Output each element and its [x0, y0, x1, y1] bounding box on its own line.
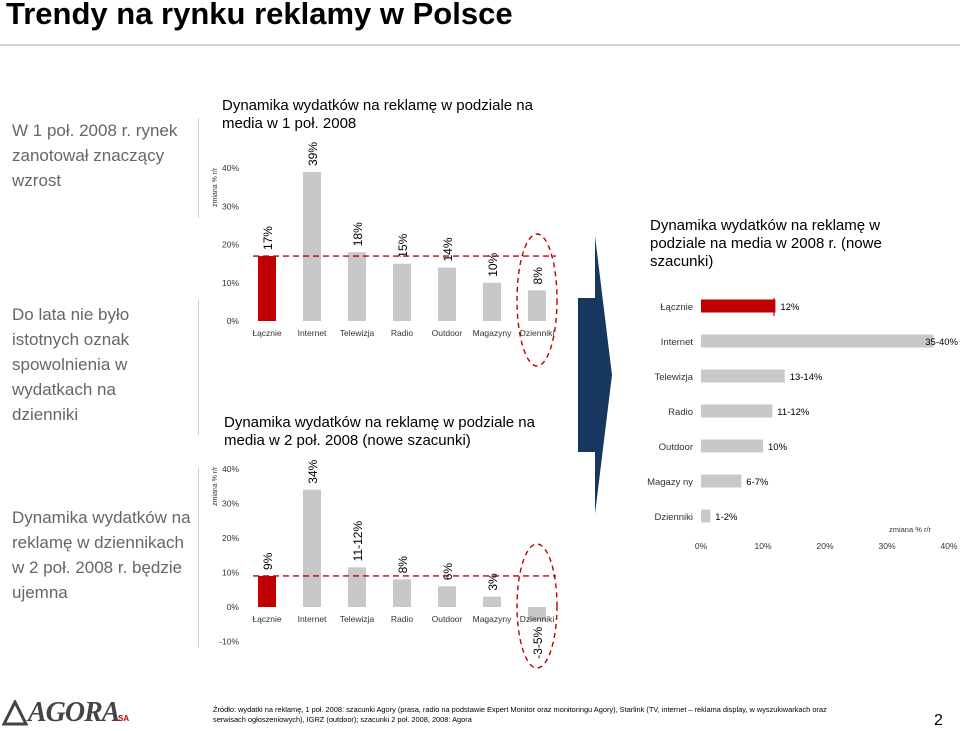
chart3-title: Dynamika wydatków na reklamę w podziale na media w 2008 r. (nowe szacunki) — [650, 217, 882, 270]
logo-suffix: SA — [118, 714, 130, 723]
y-tick-label: 30% — [221, 201, 239, 212]
data-label-3: 8% — [396, 556, 410, 574]
data-label-6: 1-2% — [715, 512, 738, 523]
y-axis-label: zmiana % r/r — [212, 466, 219, 506]
x-axis-label: zmiana % r/r — [888, 525, 932, 534]
chart1 — [212, 142, 557, 366]
category-label-3: Radio — [390, 328, 414, 338]
bar-0 — [258, 256, 276, 321]
data-label-2: 13-14% — [789, 372, 823, 383]
data-label-0: 9% — [261, 552, 275, 570]
bar-5 — [483, 597, 501, 607]
category-label-4: Outdoor — [431, 328, 463, 338]
category-label-6: Dzienniki — [519, 614, 555, 624]
bar-5 — [701, 475, 741, 488]
category-label-2: Telewizja — [339, 614, 375, 624]
chart2 — [212, 459, 557, 668]
chart1-title: Dynamika wydatków na reklamę w podziale na media w 1 poł. 2008 — [222, 97, 533, 132]
x-tick-label: 30% — [878, 541, 896, 551]
chart3 — [647, 298, 958, 551]
chart2-title: Dynamika wydatków na reklamę w podziale na media w 2 poł. 2008 (nowe szacunki) — [224, 414, 535, 449]
bar-2 — [348, 567, 366, 607]
y-axis-label: zmiana % r/r — [212, 167, 219, 207]
data-label-1: 39% — [306, 141, 320, 167]
data-label-5: 10% — [486, 252, 500, 277]
data-label-5: 3% — [486, 573, 500, 591]
sidebar-text-2: Do lata nie było istotnych oznak spowolnienia w wydatkach na dzienniki — [12, 305, 130, 424]
y-tick-label: 40% — [221, 163, 239, 174]
data-label-3: 11-12% — [777, 407, 810, 418]
category-label-4: Outdoor — [431, 614, 463, 624]
bar-3 — [393, 579, 411, 607]
category-label-6: Dzienniki — [519, 328, 555, 338]
x-tick-label: 40% — [940, 541, 958, 551]
page-number: 2 — [934, 712, 943, 729]
bar-3 — [393, 264, 411, 321]
category-label-1: Internet — [660, 337, 693, 348]
data-label-6: -3-5% — [531, 626, 545, 659]
bar-5 — [483, 283, 501, 321]
x-tick-label: 10% — [754, 541, 772, 551]
logo-wordmark: AGORA — [28, 697, 120, 728]
y-tick-label: 10% — [221, 277, 239, 288]
data-label-4: 14% — [441, 237, 455, 262]
page-title: Trendy na rynku reklamy w Polsce — [6, 0, 513, 31]
y-tick-label: 0% — [226, 316, 239, 326]
data-label-2: 11-12% — [351, 520, 365, 562]
bar-1 — [303, 490, 321, 607]
bar-3 — [701, 405, 772, 418]
category-label-2: Telewizja — [339, 328, 375, 338]
footer-source: Źródło: wydatki na reklamę, 1 poł. 2008: szacunki Agory (prasa, radio na podstawie Expert Monitor oraz monitoringu Agory), Starlink (TV, internet – reklama display, w wyszukiwarkach oraz serwisach ogłoszeniowych), IGRZ (outdoor); szacunki 2 poł. 2008, 2008: Agora — [213, 705, 827, 724]
category-label-4: Outdoor — [658, 442, 693, 453]
y-tick-label: 30% — [221, 498, 239, 509]
category-label-5: Magazy ny — [647, 477, 693, 488]
bar-4 — [438, 268, 456, 321]
bar-1 — [303, 172, 321, 321]
data-label-0: 17% — [261, 226, 275, 251]
category-label-0: Łącznie — [660, 302, 693, 313]
y-tick-label: -10% — [219, 636, 239, 647]
bar-2 — [348, 252, 366, 321]
category-label-6: Dzienniki — [654, 512, 693, 523]
bar-0 — [258, 576, 276, 607]
category-label-1: Internet — [297, 328, 327, 338]
category-label-1: Internet — [297, 614, 327, 624]
data-label-5: 6-7% — [746, 477, 769, 488]
y-tick-label: 20% — [221, 533, 239, 543]
sidebar-text-1: W 1 poł. 2008 r. rynek zanotował znaczący wzrost — [12, 121, 178, 190]
bar-1 — [701, 335, 934, 348]
data-label-3: 15% — [396, 233, 410, 258]
data-label-1: 34% — [306, 459, 320, 484]
category-label-0: Łącznie — [252, 328, 282, 338]
x-tick-label: 20% — [816, 541, 834, 551]
agora-logo-icon — [2, 700, 28, 726]
data-label-6: 8% — [531, 267, 545, 285]
bar-4 — [438, 586, 456, 607]
data-label-0: 12% — [780, 302, 800, 313]
y-tick-label: 20% — [221, 239, 239, 250]
category-label-3: Radio — [390, 614, 414, 624]
data-label-2: 18% — [351, 222, 365, 247]
bar-4 — [701, 440, 763, 453]
category-label-2: Telewizja — [654, 372, 693, 383]
data-label-1: 35-40% — [925, 337, 958, 348]
bar-6 — [701, 510, 710, 523]
x-tick-label: 0% — [694, 541, 708, 551]
sidebar-text-3: Dynamika wydatków na reklamę w dziennikach w 2 poł. 2008 r. będzie ujemna — [12, 508, 191, 602]
y-tick-label: 0% — [226, 602, 239, 612]
y-tick-label: 10% — [221, 567, 239, 578]
arrow-shape — [578, 236, 612, 514]
category-label-5: Magazyny — [472, 614, 512, 624]
category-label-3: Radio — [668, 407, 693, 418]
category-label-5: Magazyny — [472, 328, 512, 338]
bar-2 — [701, 370, 785, 383]
y-tick-label: 40% — [221, 464, 239, 474]
bar-0 — [701, 300, 775, 313]
data-label-4: 10% — [768, 442, 788, 453]
bar-6 — [528, 290, 546, 321]
category-label-0: Łącznie — [252, 614, 282, 624]
data-label-4: 6% — [441, 562, 455, 581]
